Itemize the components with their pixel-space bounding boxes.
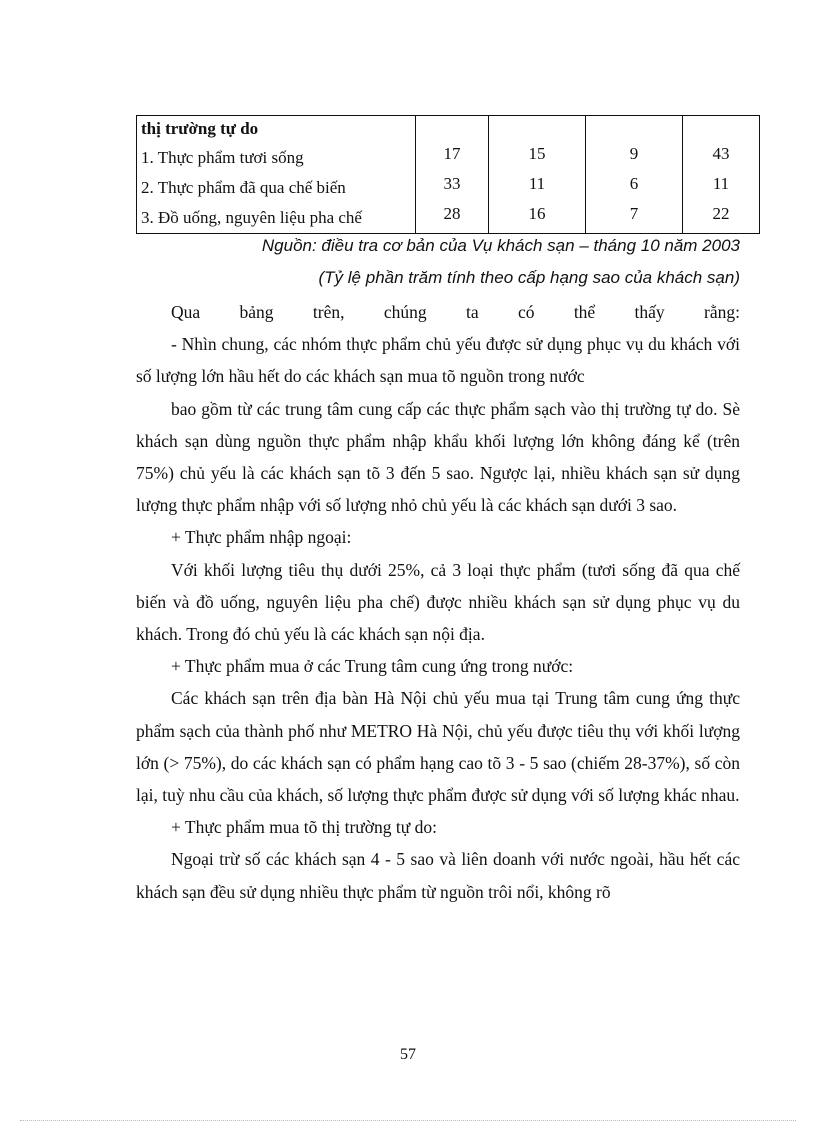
paragraph: Qua bảng trên, chúng ta có thể thấy rằng: — [171, 302, 740, 322]
table-cell: 16 — [528, 204, 546, 223]
table-row — [137, 116, 760, 234]
paragraph: + Thực phẩm mua tõ thị trường tự do: — [171, 817, 437, 838]
table-cell: 22 — [712, 204, 730, 223]
paragraph: + Thực phẩm mua ở các Trung tâm cung ứng trong nước: — [171, 656, 574, 677]
table-column-2 — [489, 116, 586, 234]
table-note: (Tỷ lệ phần trăm tính theo cấp hạng sao của khách sạn) — [318, 268, 740, 287]
table-cell: 28 — [443, 204, 461, 223]
source-citation: Nguồn: điều tra cơ bản của Vụ khách sạn – tháng 10 năm 2003 — [261, 236, 740, 255]
page-number: 57 — [400, 1046, 416, 1063]
table-row-label: 1. Thực phẩm tươi sống — [141, 148, 304, 167]
data-table — [136, 115, 760, 234]
paragraph: bao gồm từ các trung tâm cung cấp các thực phẩm sạch vào thị trường tự do. Sè khách sạn dùng nguồn thực phẩm nhập khẩu khối lượng lớn không đáng kể (trên 75%) chủ yếu là các khách sạn tõ 3 đến 5 sao. Ngược lại, nhiều khách sạn sử dụng lượng thực phẩm nhập với số lượng nhỏ chủ yếu là các khách sạn dưới 3 sao. — [136, 398, 740, 516]
table-cell: 11 — [712, 174, 730, 193]
paragraph: Với khối lượng tiêu thụ dưới 25%, cả 3 loại thực phẩm (tươi sống đã qua chế biến và đồ uống, nguyên liệu pha chế) được nhiều khách sạn sử dụng phục vụ du khách. Trong đó chủ yếu là các khách sạn nội địa. — [136, 559, 740, 645]
paragraph: Ngoại trừ số các khách sạn 4 - 5 sao và liên doanh với nước ngoài, hầu hết các khách sạn đều sử dụng nhiều thực phẩm từ nguồn trôi nổi, không rõ — [136, 849, 740, 902]
paragraph: - Nhìn chung, các nhóm thực phẩm chủ yếu được sử dụng phục vụ du khách với số lượng lớn hầu hết do các khách sạn mua tõ nguồn trong nước — [136, 334, 740, 387]
table-column-4 — [683, 116, 760, 234]
table-cell: 17 — [443, 144, 461, 163]
table-cell: 6 — [629, 174, 639, 193]
paragraph: + Thực phẩm nhập ngoại: — [171, 527, 352, 548]
table-column-1 — [416, 116, 489, 234]
table-label-cell — [137, 116, 416, 234]
page-bottom-divider — [20, 1120, 796, 1121]
table-cell: 9 — [629, 144, 639, 163]
table-cell: 43 — [712, 144, 730, 163]
body-text — [136, 296, 740, 908]
table-heading: thị trường tự do — [141, 119, 259, 138]
table-row-label: 2. Thực phẩm đã qua chế biến — [141, 178, 346, 197]
table-cell: 11 — [528, 174, 546, 193]
table-cell: 33 — [443, 174, 461, 193]
table-row-label: 3. Đồ uống, nguyên liệu pha chế — [141, 208, 362, 227]
table-cell: 15 — [528, 144, 546, 163]
table-column-3 — [586, 116, 683, 234]
paragraph: Các khách sạn trên địa bàn Hà Nội chủ yếu mua tại Trung tâm cung ứng thực phẩm sạch của thành phố như METRO Hà Nội, chủ yếu được tiêu thụ với khối lượng lớn (> 75%), do các khách sạn có phẩm hạng cao tõ 3 - 5 sao (chiếm 28-37%), số còn lại, tuỳ nhu cầu của khách, số lượng thực phẩm được sử dụng với số lượng khác nhau. — [136, 688, 740, 806]
table-cell: 7 — [629, 204, 639, 223]
